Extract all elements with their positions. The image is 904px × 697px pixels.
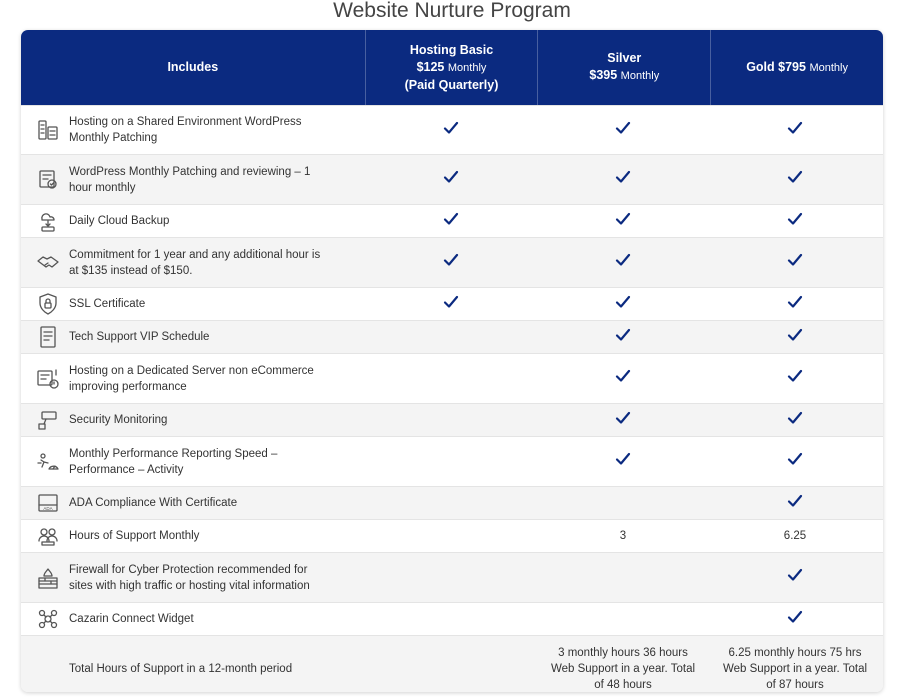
cell-value: 6.25 bbox=[783, 530, 807, 542]
plan-note: (Paid Quarterly) bbox=[404, 77, 499, 92]
check-icon bbox=[615, 294, 631, 315]
table-header bbox=[21, 30, 883, 105]
feature-cell bbox=[21, 603, 365, 635]
speed-icon bbox=[31, 450, 65, 474]
check-icon bbox=[443, 252, 459, 273]
feature-cell bbox=[21, 238, 365, 287]
check-icon bbox=[615, 211, 631, 232]
check-icon bbox=[615, 169, 631, 190]
table-row bbox=[21, 204, 883, 237]
cell-gold bbox=[709, 252, 881, 273]
cell-silver bbox=[537, 120, 709, 141]
table-row bbox=[21, 403, 883, 436]
table-row bbox=[21, 353, 883, 403]
cell-basic bbox=[365, 169, 537, 190]
check-icon bbox=[615, 410, 631, 431]
check-icon bbox=[787, 294, 803, 315]
check-icon bbox=[443, 120, 459, 141]
cell-gold bbox=[709, 493, 881, 514]
shield-lock-icon bbox=[31, 292, 65, 316]
cell-gold bbox=[709, 211, 881, 232]
cell-gold bbox=[709, 169, 881, 190]
feature-label: Hours of Support Monthly bbox=[69, 530, 200, 542]
feature-label: WordPress Monthly Patching and reviewing – 1 hour monthly bbox=[69, 165, 311, 194]
check-icon bbox=[443, 211, 459, 232]
plan-period: Monthly bbox=[620, 70, 660, 82]
check-icon bbox=[443, 169, 459, 190]
feature-cell bbox=[21, 404, 365, 436]
cell-gold bbox=[709, 327, 881, 348]
check-icon bbox=[787, 252, 803, 273]
check-icon bbox=[615, 252, 631, 273]
feature-cell bbox=[21, 354, 365, 403]
table-row bbox=[21, 320, 883, 353]
check-icon bbox=[615, 327, 631, 348]
feature-label: Total Hours of Support in a 12-month period bbox=[69, 662, 293, 675]
cell-gold bbox=[709, 609, 881, 630]
plan-period: Monthly bbox=[809, 61, 848, 74]
plan-period: Monthly bbox=[447, 61, 487, 74]
table-body bbox=[21, 105, 883, 692]
cloud-backup-icon bbox=[31, 209, 65, 233]
check-icon bbox=[615, 120, 631, 141]
feature-label: SSL Certificate bbox=[69, 298, 146, 310]
widget-icon bbox=[31, 607, 65, 631]
feature-cell bbox=[21, 520, 365, 552]
check-icon bbox=[787, 120, 803, 141]
plan-name: Silver bbox=[607, 51, 642, 65]
firewall-icon bbox=[31, 566, 65, 590]
table-row bbox=[21, 287, 883, 320]
header-plan-silver bbox=[538, 30, 711, 105]
plan-price: $795 bbox=[778, 59, 806, 74]
feature-label: Firewall for Cyber Protection recommended for sites with high traffic or hosting vital information bbox=[69, 563, 310, 592]
cell-silver bbox=[537, 645, 709, 693]
plan-price: $395 bbox=[589, 68, 618, 82]
check-icon bbox=[787, 211, 803, 232]
cell-gold bbox=[709, 294, 881, 315]
header-includes: Includes bbox=[21, 30, 366, 105]
camera-icon bbox=[31, 408, 65, 432]
cell-silver bbox=[537, 211, 709, 232]
check-icon bbox=[787, 327, 803, 348]
cell-silver bbox=[537, 528, 709, 544]
cell-gold bbox=[709, 410, 881, 431]
cell-basic bbox=[365, 252, 537, 273]
cell-silver bbox=[537, 294, 709, 315]
feature-label: Hosting on a Shared Environment WordPress Monthly Patching bbox=[69, 116, 302, 144]
cell-value: 6.25 monthly hours 75 hrs Web Support in a year. Total of 87 hours bbox=[722, 646, 868, 691]
table-row bbox=[21, 154, 883, 204]
table-row bbox=[21, 602, 883, 635]
cell-basic bbox=[365, 294, 537, 315]
header-plan-gold bbox=[711, 30, 883, 105]
table-row bbox=[21, 105, 883, 154]
check-icon bbox=[787, 410, 803, 431]
handshake-icon bbox=[31, 251, 65, 275]
cell-silver bbox=[537, 451, 709, 472]
feature-cell bbox=[21, 321, 365, 353]
plan-price: $125 bbox=[416, 59, 445, 74]
cell-gold bbox=[709, 368, 881, 389]
feature-label: Hosting on a Dedicated Server non eCommerce improving performance bbox=[69, 364, 314, 393]
feature-cell bbox=[21, 106, 365, 154]
cell-silver bbox=[537, 368, 709, 389]
cell-gold bbox=[709, 645, 881, 693]
patch-icon bbox=[31, 168, 65, 192]
page-title: Website Nurture Program bbox=[333, 0, 571, 22]
plan-name: Hosting Basic bbox=[409, 42, 494, 57]
check-icon bbox=[787, 368, 803, 389]
feature-cell bbox=[21, 487, 365, 519]
check-icon bbox=[443, 294, 459, 315]
feature-label: Monthly Performance Reporting Speed – Performance – Activity bbox=[69, 447, 278, 476]
support-people-icon bbox=[31, 524, 65, 548]
check-icon bbox=[787, 609, 803, 630]
check-icon bbox=[787, 567, 803, 588]
document-icon bbox=[31, 325, 65, 349]
feature-label: ADA Compliance With Certificate bbox=[69, 497, 238, 509]
plan-name: Gold bbox=[746, 59, 775, 74]
table-row bbox=[21, 486, 883, 519]
table-row bbox=[21, 552, 883, 602]
feature-label: Security Monitoring bbox=[69, 414, 168, 426]
cell-silver bbox=[537, 169, 709, 190]
cell-gold bbox=[709, 451, 881, 472]
cell-value: 3 bbox=[619, 530, 627, 542]
check-icon bbox=[615, 368, 631, 389]
cell-value: 3 monthly hours 36 hours Web Support in a year. Total of 48 hours bbox=[550, 646, 696, 691]
table-row bbox=[21, 519, 883, 552]
feature-label: Tech Support VIP Schedule bbox=[69, 331, 210, 343]
cell-basic bbox=[365, 120, 537, 141]
ada-icon bbox=[31, 491, 65, 515]
cell-gold bbox=[709, 528, 881, 544]
cell-silver bbox=[537, 410, 709, 431]
cell-silver bbox=[537, 327, 709, 348]
header-plan-basic bbox=[366, 30, 539, 105]
feature-cell bbox=[21, 155, 365, 204]
feature-label: Daily Cloud Backup bbox=[69, 215, 170, 227]
pricing-table bbox=[21, 30, 883, 692]
table-row bbox=[21, 237, 883, 287]
table-row bbox=[21, 436, 883, 486]
feature-cell bbox=[21, 288, 365, 320]
feature-cell bbox=[21, 437, 365, 486]
server-icon bbox=[31, 118, 65, 142]
feature-label: Commitment for 1 year and any additional hour is at $135 instead of $150. bbox=[69, 248, 321, 277]
cell-gold bbox=[709, 567, 881, 588]
check-icon bbox=[615, 451, 631, 472]
check-icon bbox=[787, 169, 803, 190]
dedicated-server-icon bbox=[31, 367, 65, 391]
check-icon bbox=[787, 493, 803, 514]
table-row bbox=[21, 635, 883, 692]
feature-cell bbox=[21, 205, 365, 237]
check-icon bbox=[787, 451, 803, 472]
cell-silver bbox=[537, 252, 709, 273]
feature-cell bbox=[21, 636, 365, 692]
feature-cell bbox=[21, 553, 365, 602]
svg-text:ADA: ADA bbox=[43, 506, 53, 511]
feature-label: Cazarin Connect Widget bbox=[69, 613, 194, 625]
cell-basic bbox=[365, 211, 537, 232]
cell-gold bbox=[709, 120, 881, 141]
